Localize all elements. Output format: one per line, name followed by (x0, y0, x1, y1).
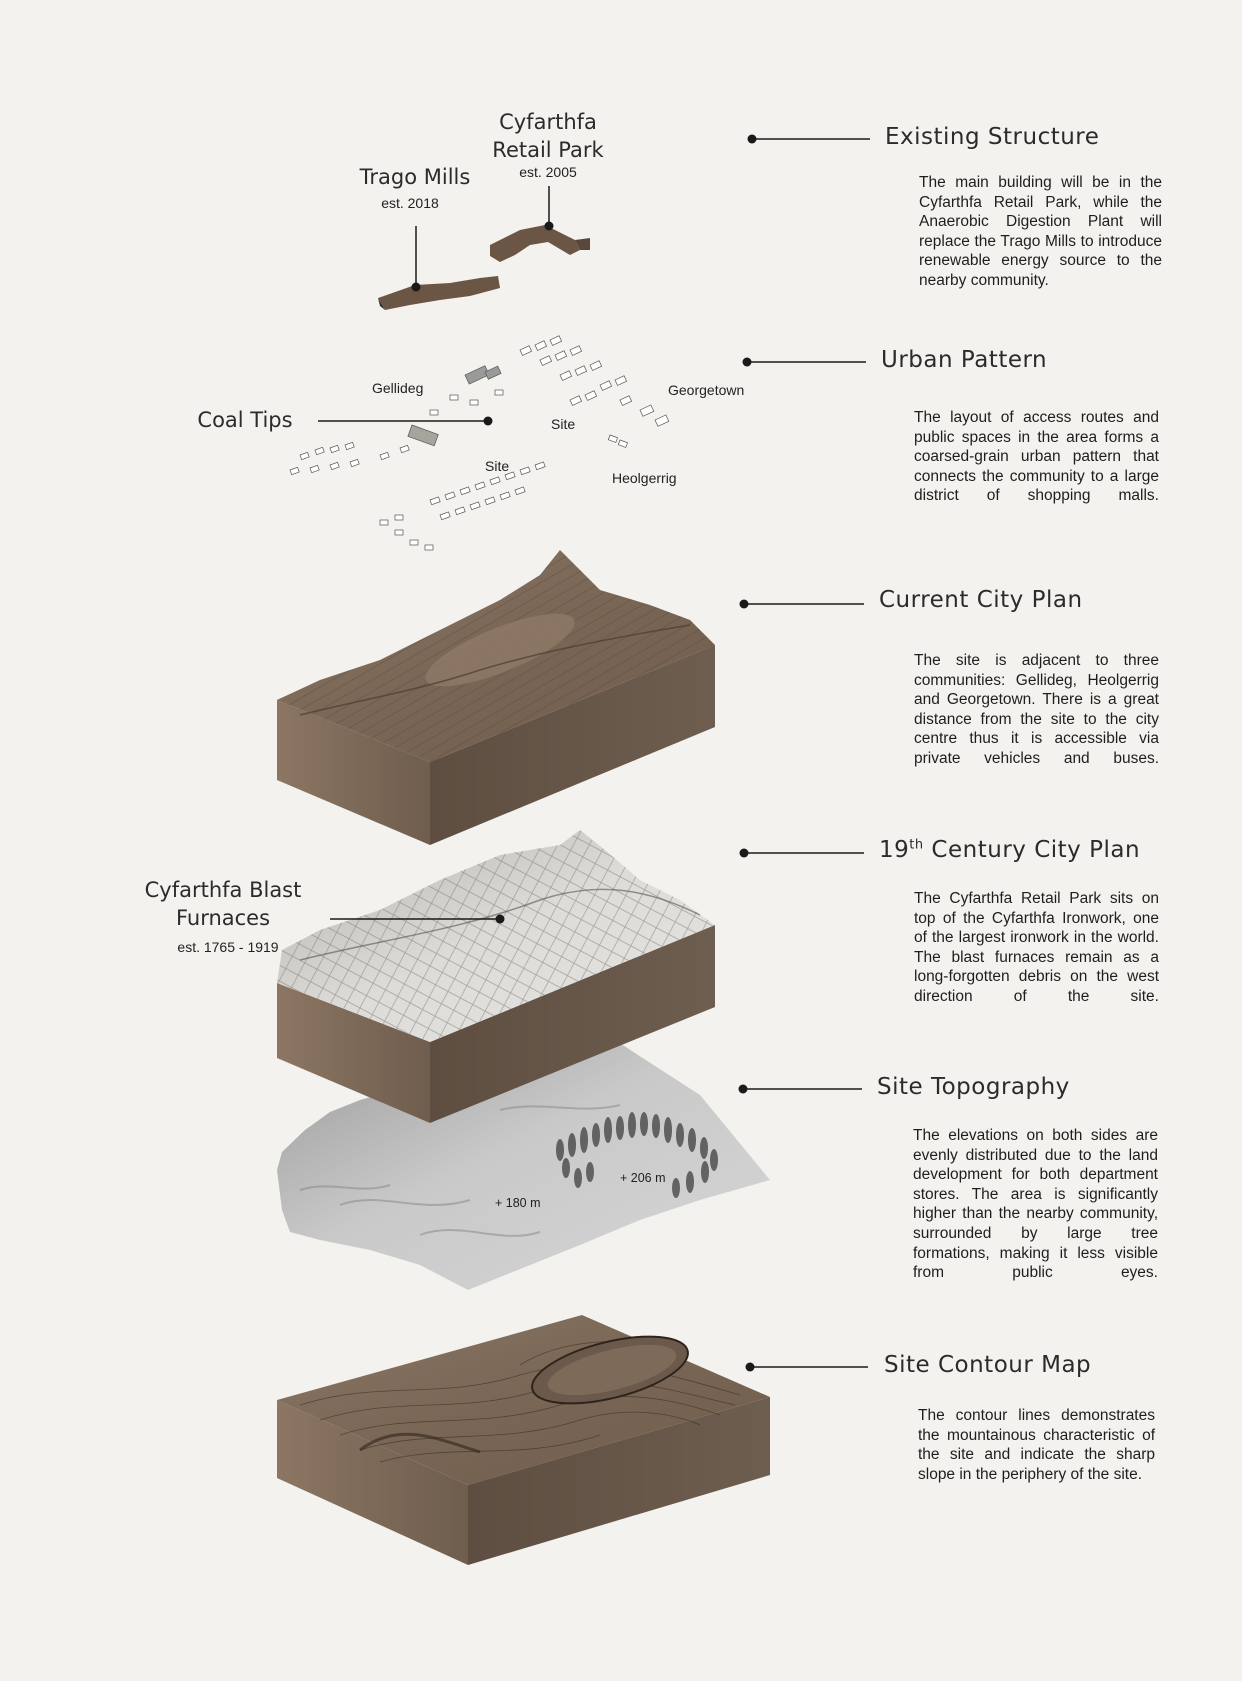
heading-contour-map: Site Contour Map (884, 1352, 1092, 1378)
heading-urban-pattern: Urban Pattern (881, 347, 1048, 373)
coal-tips-label: Coal Tips (197, 408, 293, 432)
retail-park-label (468, 108, 628, 164)
heading-historic-plan-text: Century City Plan (923, 837, 1141, 863)
heading-current-plan: Current City Plan (879, 587, 1083, 613)
elevation-high-label: + 206 m (620, 1171, 666, 1185)
trago-mills-building (378, 276, 500, 310)
retail-park-building (490, 225, 580, 262)
blast-furnaces-name-line2: Furnaces (175, 906, 271, 930)
blast-furnaces-est: est. 1765 - 1919 (177, 939, 279, 955)
heading-historic-plan (879, 837, 1140, 863)
heading-leaders (739, 135, 871, 1372)
elevation-low-label: + 180 m (495, 1196, 541, 1210)
blast-furnaces-name-line1: Cyfarthfa Blast (144, 878, 302, 902)
desc-urban-pattern: The layout of access routes and public spaces in the area forms a coarsed-grain urban pattern that connects the community to a large district of shopping malls. (914, 409, 1159, 505)
desc-contour-map: The contour lines demonstrates the mountainous characteristic of the site and indicate the sharp slope in the periphery of the site. (918, 1407, 1155, 1483)
place-heolgerrig: Heolgerrig (612, 470, 677, 486)
current-plan-layer (277, 550, 715, 845)
place-georgetown: Georgetown (668, 382, 745, 398)
retail-park-name-line2: Retail Park (492, 138, 604, 162)
heading-historic-plan-sup: th (909, 837, 924, 853)
trago-mills-label: Trago Mills (359, 165, 471, 189)
heading-topography: Site Topography (877, 1074, 1070, 1100)
desc-topography: The elevations on both sides are evenly distributed due to the land development for both department stores. The area is significantly higher than the nearby community, surrounded by large tree formations, making it less visible from public eyes. (913, 1127, 1158, 1282)
retail-park-est: est. 2005 (519, 164, 577, 180)
heading-historic-plan-num: 19 (879, 837, 910, 863)
place-gellideg: Gellideg (372, 380, 424, 396)
trago-mills-est: est. 2018 (381, 195, 439, 211)
retail-park-name-line1: Cyfarthfa (499, 110, 597, 134)
desc-current-plan: The site is adjacent to three communities: Gellideg, Heolgerrig and Georgetown. There is a great distance from the site to the city centre thus it is accessible via private vehicles and buses. (914, 652, 1159, 767)
urban-buildings (290, 336, 669, 550)
heading-existing-structure: Existing Structure (885, 124, 1100, 150)
place-site-1: Site (551, 416, 576, 432)
desc-existing-structure: The main building will be in the Cyfarthfa Retail Park, while the Anaerobic Digestion Plant will replace the Trago Mills to introduce renewable energy source to the nearby community. (919, 174, 1162, 289)
desc-historic-plan: The Cyfarthfa Retail Park sits on top of the Cyfarthfa Ironwork, one of the largest ironwork in the world. The blast furnaces remain as a long-forgotten debris on the west direction of the site. (914, 890, 1159, 1005)
urban-pattern-layer (290, 336, 669, 550)
blast-furnaces-label (118, 876, 328, 932)
place-site-2: Site (485, 458, 510, 474)
contour-map-layer (277, 1315, 770, 1565)
